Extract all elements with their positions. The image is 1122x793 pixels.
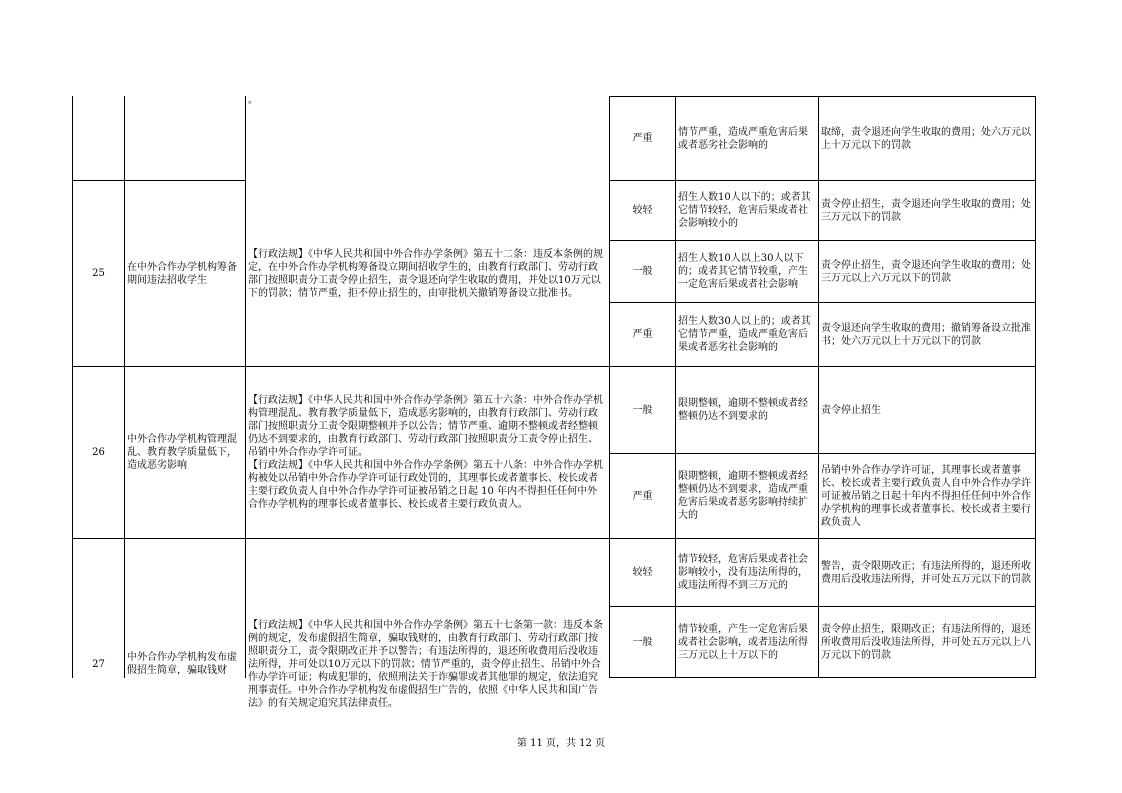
level-cell: 较轻 [632, 205, 653, 216]
page-footer: 第 11 页，共 12 页 [516, 738, 606, 749]
violation-cell: 中外合作办学机构管理混乱、教育教学质量低下，造成恶劣影响 [127, 434, 237, 471]
circumstance-cell: 招生人数10人以下的；或者其它情节较轻，危害后果或者社会影响较小的 [678, 192, 811, 229]
basis-fragment: 。 [248, 95, 258, 106]
grid-line [818, 96, 819, 678]
violation-cell: 在中外合作办学机构筹备期间违法招收学生 [127, 261, 237, 286]
penalty-cell: 警告，责令限期改正；有违法所得的，退还所收费用后没收违法所得，并可处五万元以下的罚款 [821, 560, 1031, 585]
level-cell: 一般 [632, 636, 653, 648]
legal-basis-paragraph: 【行政法规】《中华人民共和国中外合作办学条例》第五十六条：中外合作办学机构管理混乱、教育教学质量低下，造成恶劣影响的，由教育行政部门、劳动行政部门按照职责分工责令限期整顿并予以公告；情节严重、逾期不整顿或者经整顿仍达不到要求的，由教育行政部门、劳动行政部门按照职责分工责令停止招生、吊销中外合作办学许可证。 [248, 395, 603, 458]
circumstance-cell: 招生人数30人以上的；或者其它情节严重，造成严重危害后果或者恶劣社会影响的 [678, 316, 811, 353]
level-cell: 一般 [632, 404, 653, 416]
level-cell: 严重 [632, 329, 653, 340]
penalty-cell: 责令退还向学生收取的费用；撤销筹备设立批准书；处六万元以上十万元以下的罚款 [821, 322, 1031, 347]
grid-line [675, 96, 676, 678]
grid-line [1035, 96, 1036, 678]
grid-line [124, 96, 125, 678]
circumstance-cell: 情节较重，产生一定危害后果或者社会影响，或者违法所得三万元以上十万以下的 [678, 623, 808, 661]
penalty-cell: 责令停止招生，限期改正；有违法所得的，退还所收费用后没收违法所得，并可处五万元以上八万元以下的罚款 [821, 623, 1031, 661]
penalty-cell: 责令停止招生，责令退还向学生收取的费用；处三万元以上六万元以下的罚款 [821, 259, 1031, 284]
penalty-table [72, 95, 1036, 709]
grid-line [609, 677, 1036, 678]
penalty-cell: 责令停止招生 [821, 404, 881, 416]
level-cell: 严重 [632, 133, 653, 144]
circumstance-cell: 情节严重，造成严重危害后果或者恶劣社会影响的 [678, 126, 808, 151]
legal-basis-cell: 【行政法规】《中华人民共和国中外合作办学条例》第五十七条第一款：违反本条例的规定，发布虚假招生简章，骗取钱财的，由教育行政部门、劳动行政部门按照职责分工，责令限期改正并予以警告；有违法所得的，退还所收费用后没收违法所得，并可处以10万元以下的罚款；情节严重的，责令停止招生、吊销中外合作办学许可证；构成犯罪的，依照刑法关于诈骗罪或者其他罪的规定，依法追究刑事责任。中外合作办学机构发布虚假招生广告的，依照《中华人民共和国广告法》的有关规定追究其法律责任。 [248, 619, 603, 709]
level-cell: 一般 [632, 266, 653, 277]
legal-basis-paragraph: 【行政法规】《中华人民共和国中外合作办学条例》第五十八条：中外合作办学机构被处以吊销中外合作办学许可证行政处罚的，其理事长或者董事长、校长或者主要行政负责人自中外合作办学许可证被吊销之日起 10 年内不得担任任何中外合作办学机构的理事长或者董事长、校长或者主要行政负责人。 [248, 460, 603, 510]
row-number: 26 [92, 447, 105, 458]
circumstance-cell: 限期整顿，逾期不整顿或者经整顿仍达不到要求，造成严重危害后果或者恶劣影响持续扩大的 [678, 471, 808, 521]
row-number: 25 [92, 268, 105, 279]
circumstance-cell: 情节较轻，危害后果或者社会影响较小，没有违法所得的，或违法所得不到三万元的 [678, 554, 808, 591]
penalty-cell: 责令停止招生，责令退还向学生收取的费用；处三万元以下的罚款 [821, 198, 1031, 223]
grid-line [245, 96, 246, 678]
violation-cell: 中外合作办学机构发布虚假招生简章，骗取钱财 [127, 652, 237, 676]
level-cell: 严重 [632, 490, 653, 502]
legal-basis-cell [248, 367, 607, 538]
level-cell: 较轻 [632, 567, 653, 578]
circumstance-cell: 限期整顿，逾期不整顿或者经整顿仍达不到要求的 [678, 398, 808, 422]
circumstance-cell: 招生人数10人以上30人以下的；或者其它情节较重，产生一定危害后果或者社会影响 [678, 253, 808, 290]
legal-basis-cell: 【行政法规】《中华人民共和国中外合作办学条例》第五十二条：违反本条例的规定，在中外合作办学机构筹备设立期间招收学生的，由教育行政部门、劳动行政部门按照职责分工责令停止招生，责令退还向学生收取的费用，并处以10万元以下的罚款；情节严重，拒不停止招生的，由审批机关撤销筹备设立批准书。 [248, 248, 603, 299]
penalty-cell: 取缔，责令退还向学生收取的费用；处六万元以上十万元以下的罚款 [821, 126, 1031, 151]
row-number: 27 [92, 658, 105, 670]
penalty-cell: 吊销中外合作办学许可证，其理事长或者董事长、校长或者主要行政负责人自中外合作办学许可证被吊销之日起十年内不得担任任何中外合作办学机构的理事长或者董事长、校长或者主要行政负责人 [821, 464, 1031, 528]
